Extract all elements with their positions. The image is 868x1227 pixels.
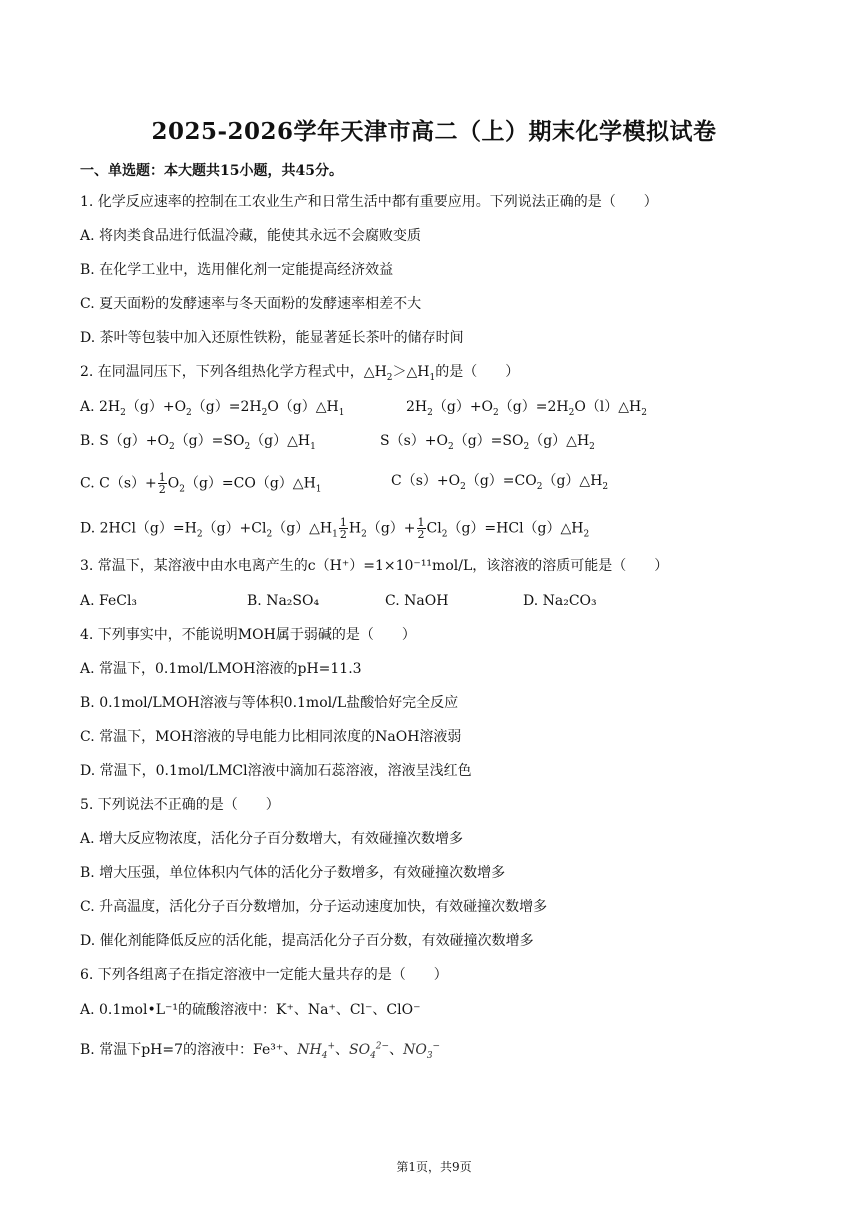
q2-stem-part1: 2. 在同温同压下，下列各组热化学方程式中，△H (80, 364, 387, 380)
q5-option-c: C. 升高温度，活化分子百分数增加，分子运动速度加快，有效碰撞次数增多 (80, 899, 548, 915)
q3-option-d: D. Na₂CO₃ (523, 593, 597, 609)
q4-option-c: C. 常温下，MOH溶液的导电能力比相同浓度的NaOH溶液弱 (80, 729, 462, 745)
q1-option-d: D. 茶叶等包装中加入还原性铁粉，能显著延长茶叶的储存时间 (80, 330, 464, 346)
nitrate-ion: $NO_3^-$ (403, 1041, 441, 1061)
q2-option-c-right: $C(s)+O_2(g)=CO_2(g)\triangle H_2$ (391, 473, 609, 492)
q2-option-a-right: $2H_2(g)+O_2(g)=2H_2O(l)\triangle H_2$ (406, 399, 647, 418)
q5-stem: 5. 下列说法不正确的是（ ） (80, 797, 280, 813)
q6-option-b-prefix: B. 常温下pH=7的溶液中：Fe³⁺、 (80, 1042, 298, 1058)
q1-stem: 1. 化学反应速率的控制在工农业生产和日常生活中都有重要应用。下列说法正确的是（ ） (80, 194, 658, 210)
q2-option-b-left: B. $S(g)+O_2(g)=SO_2(g)\triangle H_1$ (80, 433, 316, 452)
q4-option-b: B. 0.1mol/LMOH溶液与等体积0.1mol/L盐酸恰好完全反应 (80, 695, 459, 711)
q4-option-a: A. 常温下，0.1mol/LMOH溶液的pH=11.3 (80, 661, 362, 677)
q2-option-c-left: C. C（s）+ $\frac{1}{2}$ $O_2(g)=CO(g)\triangle H_1$ (80, 471, 322, 496)
q5-option-b: B. 增大压强，单位体积内气体的活化分子数增多，有效碰撞次数增多 (80, 865, 506, 881)
q3-option-b: B. Na₂SO₄ (247, 593, 320, 609)
q2-stem: 2. 在同温同压下，下列各组热化学方程式中，$\triangle H_2>\triangle H_1$的是（ ） (80, 364, 520, 383)
sulfate-ion: $SO_4^{2-}$ (348, 1041, 390, 1061)
q1-option-a: A. 将肉类食品进行低温冷藏，能使其永远不会腐败变质 (80, 228, 422, 244)
q1-option-b: B. 在化学工业中，选用催化剂一定能提高经济效益 (80, 262, 394, 278)
q1-option-c: C. 夏天面粉的发酵速率与冬天面粉的发酵速率相差不大 (80, 296, 422, 312)
section-heading: 一、单选题：本大题共15小题，共45分。 (80, 163, 343, 179)
fraction-half: $\frac{1}{2}$ (339, 516, 347, 541)
q6-option-b: B. 常温下pH=7的溶液中：Fe³⁺、$NH_4^+$、$SO_4^{2-}$、$NO_3^-$ (80, 1041, 441, 1061)
q2-option-d: D. $2HCl(g)=H_2(g)+Cl_2(g)\triangle H_1$ $\frac{1}{2}$ $H_2(g)+$ $\frac{1}{2}$ $Cl_2(g)=HCl(g)\triangle H_2$ (80, 516, 590, 541)
fraction-half: $\frac{1}{2}$ (158, 471, 166, 496)
q6-option-a: A. 0.1mol•L⁻¹的硫酸溶液中：K⁺、Na⁺、Cl⁻、ClO⁻ (80, 1002, 421, 1018)
q2-stem-part2: ＞△H (392, 364, 430, 380)
q5-option-d: D. 催化剂能降低反应的活化能，提高活化分子百分数，有效碰撞次数增多 (80, 933, 534, 949)
q6-stem: 6. 下列各组离子在指定溶液中一定能大量共存的是（ ） (80, 967, 448, 983)
q4-stem: 4. 下列事实中，不能说明MOH属于弱碱的是（ ） (80, 627, 416, 643)
fraction-half: $\frac{1}{2}$ (417, 516, 425, 541)
q2-option-b-right: $S(s)+O_2(g)=SO_2(g)\triangle H_2$ (380, 433, 595, 452)
q3-stem: 3. 常温下，某溶液中由水电离产生的c（H⁺）=1×10⁻¹¹mol/L，该溶液的溶质可能是（ ） (80, 558, 669, 574)
q2-stem-part3: 的是（ ） (435, 364, 520, 380)
q5-option-a: A. 增大反应物浓度，活化分子百分数增大，有效碰撞次数增多 (80, 831, 464, 847)
ammonium-ion: $NH_4^+$ (297, 1041, 335, 1061)
page-number: 第1页，共9页 (396, 1160, 472, 1174)
q3-option-a: A. FeCl₃ (80, 593, 138, 609)
q4-option-d: D. 常温下，0.1mol/LMCl溶液中滴加石蕊溶液，溶液呈浅红色 (80, 763, 472, 779)
page-title: 2025-2026学年天津市高二（上）期末化学模拟试卷 (151, 118, 717, 145)
q3-option-c: C. NaOH (385, 593, 449, 609)
q2-option-a-left: A. $2H_2(g)+O_2(g)=2H_2O(g)\triangle H_1$ (80, 399, 345, 418)
